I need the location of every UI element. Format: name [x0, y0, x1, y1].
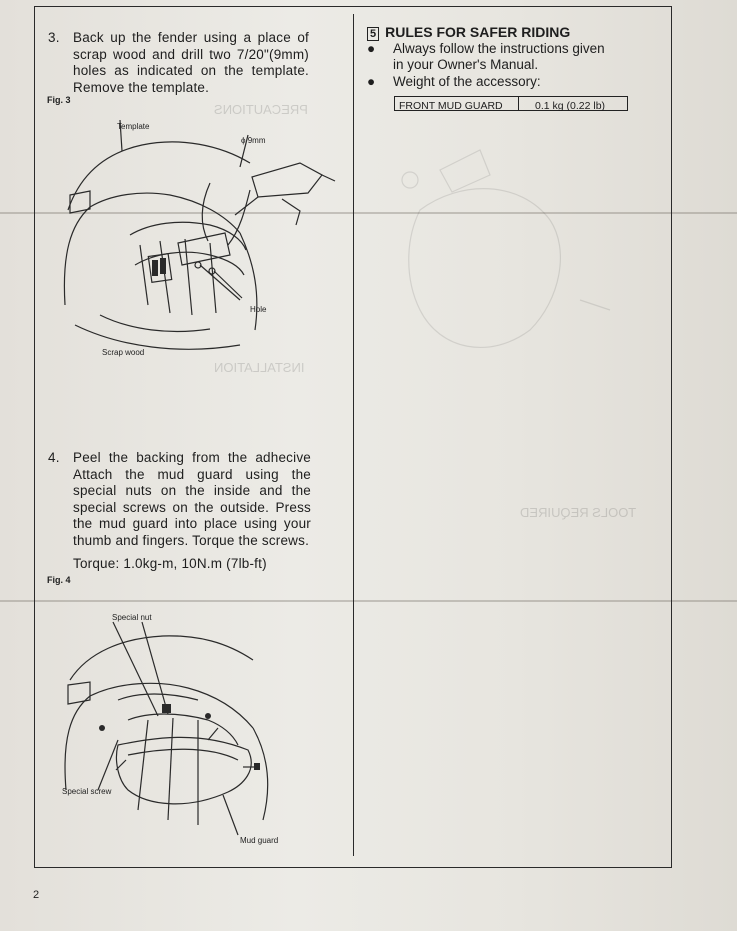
callout-special-screw: Special screw [62, 787, 112, 796]
fig4-illustration [58, 620, 343, 855]
callout-drill-size: ϕ 9mm [241, 136, 266, 145]
figure-label: Fig. 4 [47, 575, 71, 585]
weight-table-value: 0.1 kg (0.22 lb) [535, 100, 606, 112]
bleed-through-text: PRECAUTIONS [214, 102, 308, 117]
list-item-text: in your Owner's Manual. [393, 57, 539, 72]
bleed-through-text: INSTALLATION [214, 360, 305, 375]
fig3-illustration [60, 115, 345, 365]
section-heading [367, 24, 570, 41]
bullet-icon: ● [367, 41, 376, 56]
callout-special-nut: Special nut [112, 613, 152, 622]
callout-mud-guard: Mud guard [240, 836, 279, 845]
callout-template: Template [117, 122, 150, 131]
bleed-through-text: TOOLS REQUIRED [520, 505, 637, 520]
step-3 [48, 30, 310, 96]
figure-label: Fig. 3 [47, 95, 71, 105]
section-number: 5 [367, 27, 379, 41]
weight-table-item: FRONT MUD GUARD [399, 100, 503, 112]
list-item-text: Weight of the accessory: [393, 74, 541, 89]
weight-table [394, 96, 628, 111]
step-number: 3. [48, 30, 60, 45]
step-4 [48, 450, 312, 580]
callout-hole: Hole [250, 305, 267, 314]
table-separator [518, 97, 519, 110]
callout-scrap-wood: Scrap wood [102, 348, 145, 357]
page-number: 2 [33, 889, 40, 901]
column-divider [353, 14, 354, 856]
step-text: Peel the backing from the adhecive Attach the mud guard using the special nuts on the inside and the special screws on the outside. Press the mud guard into place using your thumb and fingers. Torque the screws. [73, 450, 311, 548]
section-title: RULES FOR SAFER RIDING [385, 24, 571, 40]
step-number: 4. [48, 450, 60, 465]
bleed-through-illustration [380, 130, 640, 390]
torque-spec: Torque: 1.0kg-m, 10N.m (7lb-ft) [73, 556, 267, 571]
list-item-text: Always follow the instructions given [393, 41, 605, 56]
bullet-icon: ● [367, 74, 376, 89]
step-text: Back up the fender using a place of scrap wood and drill two 7/20"(9mm) holes as indicated on the template. Remove the template. [73, 30, 309, 95]
